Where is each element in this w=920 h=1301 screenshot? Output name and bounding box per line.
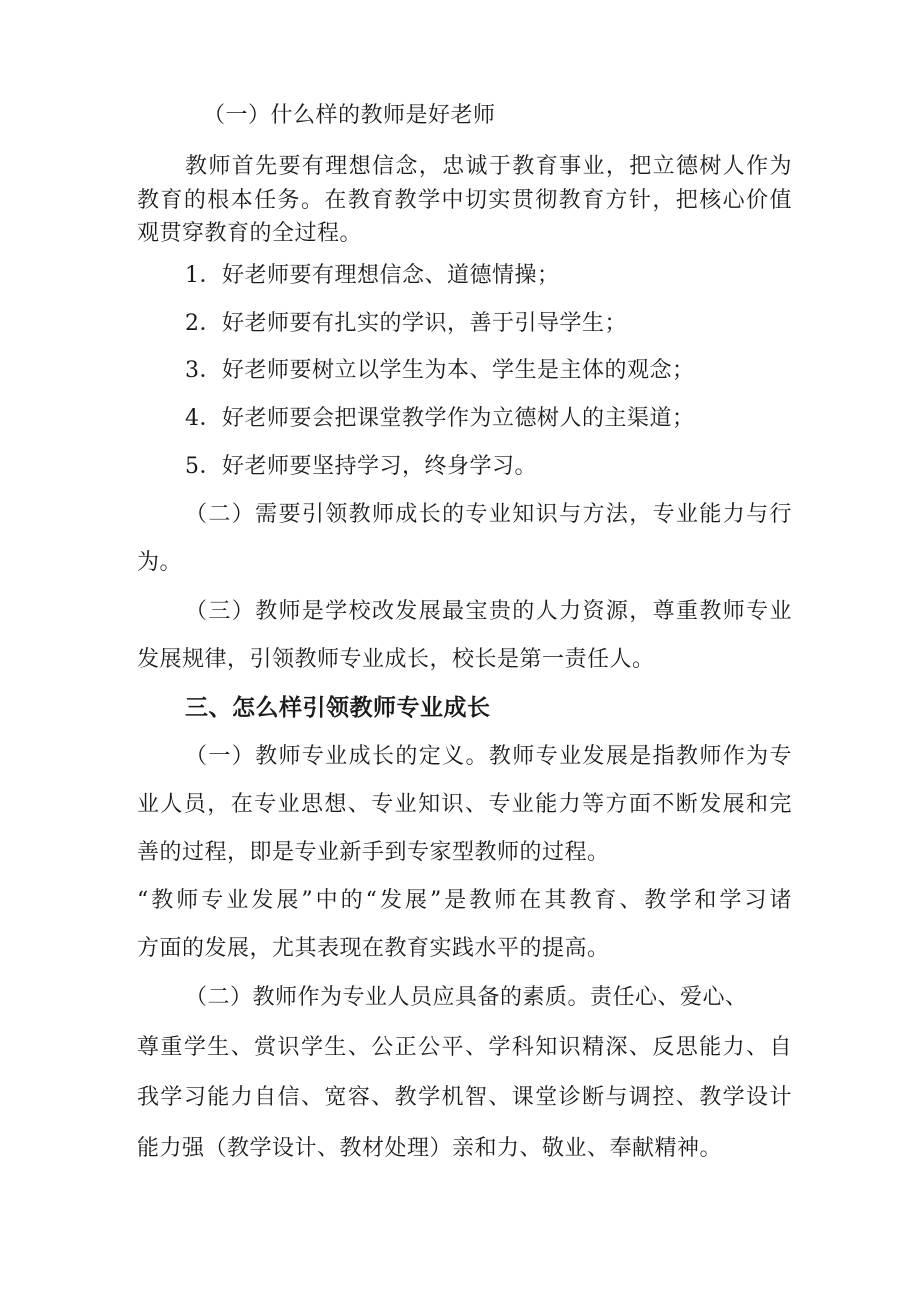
definition-line-1: （一）教师专业成长的定义。教师专业发展是指教师作为专 [185, 744, 792, 769]
qualities-line-3: 我学习能力自信、宽容、教学机智、课堂诊断与调控、教学设计 [137, 1085, 792, 1110]
intro-paragraph-line-1: 教师首先要有理想信念，忠诚于教育事业，把立德树人作为 [185, 154, 792, 179]
list-item-4: 4．好老师要会把课堂教学作为立德树人的主渠道； [185, 406, 695, 431]
subsection-two-line-1: （二）需要引领教师成长的专业知识与方法，专业能力与行 [185, 502, 792, 527]
subsection-title-good-teacher: （一）什么样的教师是好老师 [203, 103, 496, 128]
subsection-three-line-2: 发展规律，引领教师专业成长，校长是第一责任人。 [137, 647, 655, 672]
section-three-heading: 三、怎么样引领教师专业成长 [185, 695, 491, 721]
intro-paragraph-line-3: 观贯穿教育的全过程。 [137, 221, 363, 246]
list-item-2: 2．好老师要有扎实的学识，善于引导学生； [185, 311, 627, 336]
subsection-three-line-1: （三）教师是学校改发展最宝贵的人力资源，尊重教师专业 [185, 599, 792, 624]
list-item-1: 1．好老师要有理想信念、道德情操； [185, 263, 560, 288]
definition-line-4: “教师专业发展”中的“发展”是教师在其教育、教学和学习诸 [137, 888, 792, 913]
qualities-line-4: 能力强（教学设计、教材处理）亲和力、敬业、奉献精神。 [137, 1136, 723, 1161]
definition-line-2: 业人员，在专业思想、专业知识、专业能力等方面不断发展和完 [137, 792, 792, 817]
list-item-3: 3．好老师要树立以学生为本、学生是主体的观念； [185, 358, 695, 383]
qualities-line-1: （二）教师作为专业人员应具备的素质。责任心、爱心、 [185, 985, 748, 1010]
definition-line-5: 方面的发展，尤其表现在教育实践水平的提高。 [137, 936, 610, 961]
list-item-5: 5．好老师要坚持学习，终身学习。 [185, 454, 537, 479]
intro-paragraph-line-2: 教育的根本任务。在教育教学中切实贯彻教育方针，把核心价值 [137, 188, 792, 213]
definition-line-3: 善的过程，即是专业新手到专家型教师的过程。 [137, 840, 610, 865]
subsection-two-line-2: 为。 [137, 550, 183, 575]
qualities-line-2: 尊重学生、赏识学生、公正公平、学科知识精深、反思能力、自 [137, 1035, 792, 1060]
